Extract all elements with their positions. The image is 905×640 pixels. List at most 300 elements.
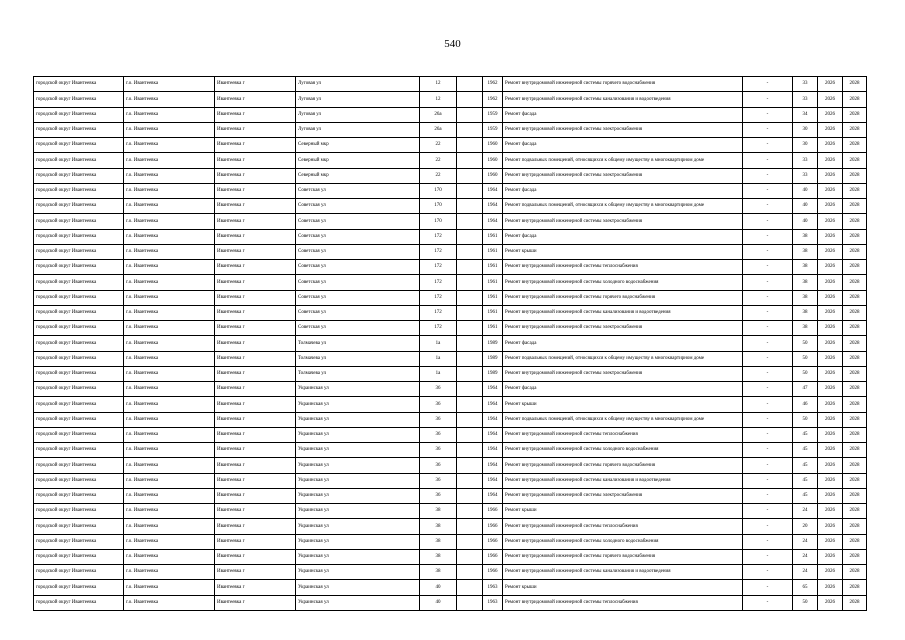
year-built-cell: 1964 xyxy=(483,183,503,198)
quantity-cell: 46 xyxy=(793,397,818,412)
year-start-cell: 2026 xyxy=(818,321,843,336)
year-end-cell: 2028 xyxy=(843,260,867,275)
year-end-cell: 2028 xyxy=(843,183,867,198)
quantity-cell: 50 xyxy=(793,412,818,427)
municipal-district-cell: городской округ Ивантеевка xyxy=(34,488,124,503)
house-number-cell: 170 xyxy=(420,183,457,198)
street-cell: Северный мкр xyxy=(296,168,420,183)
municipal-district-cell: городской округ Ивантеевка xyxy=(34,458,124,473)
building-cell xyxy=(457,427,483,442)
quantity-cell: 38 xyxy=(793,229,818,244)
work-type-cell: Ремонт крыши xyxy=(503,397,743,412)
repair-schedule-table xyxy=(33,76,867,611)
quantity-cell: 33 xyxy=(793,168,818,183)
municipal-district-cell: городской округ Ивантеевка xyxy=(34,504,124,519)
municipality-cell: г.о. Ивантеевка xyxy=(124,244,215,259)
work-type-cell: Ремонт подвальных помещений, относящихся к общему имуществу в многоквартирном доме xyxy=(503,199,743,214)
extra-cell: - xyxy=(743,458,793,473)
year-end-cell: 2028 xyxy=(843,458,867,473)
settlement-cell: Ивантеевка г xyxy=(215,244,296,259)
extra-cell: - xyxy=(743,305,793,320)
year-built-cell: 1966 xyxy=(483,549,503,564)
municipality-cell: г.о. Ивантеевка xyxy=(124,214,215,229)
table-row xyxy=(34,199,867,214)
table-row xyxy=(34,153,867,168)
settlement-cell: Ивантеевка г xyxy=(215,519,296,534)
extra-cell: - xyxy=(743,549,793,564)
house-number-cell: 22 xyxy=(420,153,457,168)
table-row xyxy=(34,427,867,442)
work-type-cell: Ремонт фасада xyxy=(503,382,743,397)
municipality-cell: г.о. Ивантеевка xyxy=(124,549,215,564)
year-start-cell: 2026 xyxy=(818,168,843,183)
year-end-cell: 2028 xyxy=(843,290,867,305)
quantity-cell: 47 xyxy=(793,382,818,397)
year-start-cell: 2026 xyxy=(818,458,843,473)
street-cell: Украинская ул xyxy=(296,580,420,595)
municipality-cell: г.о. Ивантеевка xyxy=(124,138,215,153)
municipal-district-cell: городской округ Ивантеевка xyxy=(34,92,124,107)
street-cell: Украинская ул xyxy=(296,382,420,397)
table-row xyxy=(34,488,867,503)
settlement-cell: Ивантеевка г xyxy=(215,473,296,488)
year-end-cell: 2028 xyxy=(843,199,867,214)
extra-cell: - xyxy=(743,199,793,214)
year-built-cell: 1964 xyxy=(483,473,503,488)
extra-cell: - xyxy=(743,77,793,92)
building-cell xyxy=(457,519,483,534)
extra-cell: - xyxy=(743,168,793,183)
year-start-cell: 2026 xyxy=(818,534,843,549)
street-cell: Украинская ул xyxy=(296,488,420,503)
work-type-cell: Ремонт фасада xyxy=(503,138,743,153)
extra-cell: - xyxy=(743,229,793,244)
year-end-cell: 2028 xyxy=(843,122,867,137)
quantity-cell: 38 xyxy=(793,244,818,259)
municipality-cell: г.о. Ивантеевка xyxy=(124,275,215,290)
extra-cell: - xyxy=(743,92,793,107)
quantity-cell: 40 xyxy=(793,214,818,229)
municipality-cell: г.о. Ивантеевка xyxy=(124,366,215,381)
extra-cell: - xyxy=(743,214,793,229)
street-cell: Украинская ул xyxy=(296,595,420,610)
street-cell: Толмачева ул xyxy=(296,366,420,381)
street-cell: Украинская ул xyxy=(296,519,420,534)
municipal-district-cell: городской округ Ивантеевка xyxy=(34,107,124,122)
year-end-cell: 2028 xyxy=(843,153,867,168)
year-end-cell: 2028 xyxy=(843,107,867,122)
quantity-cell: 20 xyxy=(793,519,818,534)
extra-cell: - xyxy=(743,107,793,122)
table-row xyxy=(34,504,867,519)
table-row xyxy=(34,565,867,580)
municipality-cell: г.о. Ивантеевка xyxy=(124,321,215,336)
house-number-cell: 170 xyxy=(420,214,457,229)
year-built-cell: 1964 xyxy=(483,427,503,442)
municipal-district-cell: городской округ Ивантеевка xyxy=(34,519,124,534)
street-cell: Луговая ул xyxy=(296,107,420,122)
extra-cell: - xyxy=(743,336,793,351)
settlement-cell: Ивантеевка г xyxy=(215,443,296,458)
year-end-cell: 2028 xyxy=(843,534,867,549)
table-body xyxy=(34,77,867,611)
year-end-cell: 2028 xyxy=(843,565,867,580)
building-cell xyxy=(457,321,483,336)
municipal-district-cell: городской округ Ивантеевка xyxy=(34,580,124,595)
municipality-cell: г.о. Ивантеевка xyxy=(124,519,215,534)
year-built-cell: 1964 xyxy=(483,397,503,412)
table-row xyxy=(34,92,867,107)
municipality-cell: г.о. Ивантеевка xyxy=(124,168,215,183)
municipality-cell: г.о. Ивантеевка xyxy=(124,427,215,442)
house-number-cell: 22 xyxy=(420,138,457,153)
street-cell: Украинская ул xyxy=(296,565,420,580)
building-cell xyxy=(457,229,483,244)
work-type-cell: Ремонт внутридомовой инженерной системы канализования и водоотведения xyxy=(503,473,743,488)
quantity-cell: 40 xyxy=(793,199,818,214)
municipal-district-cell: городской округ Ивантеевка xyxy=(34,183,124,198)
building-cell xyxy=(457,168,483,183)
work-type-cell: Ремонт внутридомовой инженерной системы электроснабжения xyxy=(503,122,743,137)
settlement-cell: Ивантеевка г xyxy=(215,214,296,229)
table-row xyxy=(34,138,867,153)
table-row xyxy=(34,519,867,534)
extra-cell: - xyxy=(743,321,793,336)
municipality-cell: г.о. Ивантеевка xyxy=(124,473,215,488)
quantity-cell: 50 xyxy=(793,351,818,366)
building-cell xyxy=(457,290,483,305)
house-number-cell: 36 xyxy=(420,443,457,458)
building-cell xyxy=(457,199,483,214)
work-type-cell: Ремонт подвальных помещений, относящихся к общему имуществу в многоквартирном доме xyxy=(503,153,743,168)
table-row xyxy=(34,595,867,610)
settlement-cell: Ивантеевка г xyxy=(215,336,296,351)
building-cell xyxy=(457,534,483,549)
municipal-district-cell: городской округ Ивантеевка xyxy=(34,412,124,427)
work-type-cell: Ремонт внутридомовой инженерной системы канализования и водоотведения xyxy=(503,92,743,107)
year-start-cell: 2026 xyxy=(818,427,843,442)
settlement-cell: Ивантеевка г xyxy=(215,321,296,336)
house-number-cell: 26а xyxy=(420,122,457,137)
building-cell xyxy=(457,473,483,488)
year-built-cell: 1960 xyxy=(483,138,503,153)
work-type-cell: Ремонт внутридомовой инженерной системы холодного водоснабжения xyxy=(503,534,743,549)
year-built-cell: 1963 xyxy=(483,580,503,595)
quantity-cell: 38 xyxy=(793,305,818,320)
house-number-cell: 172 xyxy=(420,244,457,259)
table-row xyxy=(34,351,867,366)
year-start-cell: 2026 xyxy=(818,122,843,137)
table-row xyxy=(34,107,867,122)
house-number-cell: 172 xyxy=(420,305,457,320)
work-type-cell: Ремонт внутридомовой инженерной системы теплоснабжения xyxy=(503,427,743,442)
municipality-cell: г.о. Ивантеевка xyxy=(124,92,215,107)
work-type-cell: Ремонт крыши xyxy=(503,504,743,519)
municipal-district-cell: городской округ Ивантеевка xyxy=(34,244,124,259)
building-cell xyxy=(457,565,483,580)
building-cell xyxy=(457,382,483,397)
table-row xyxy=(34,244,867,259)
work-type-cell: Ремонт внутридомовой инженерной системы холодного водоснабжения xyxy=(503,443,743,458)
table-row xyxy=(34,549,867,564)
house-number-cell: 26а xyxy=(420,107,457,122)
quantity-cell: 33 xyxy=(793,92,818,107)
year-built-cell: 1989 xyxy=(483,336,503,351)
quantity-cell: 38 xyxy=(793,260,818,275)
year-start-cell: 2026 xyxy=(818,214,843,229)
street-cell: Советская ул xyxy=(296,214,420,229)
house-number-cell: 172 xyxy=(420,290,457,305)
year-start-cell: 2026 xyxy=(818,366,843,381)
table-row xyxy=(34,290,867,305)
settlement-cell: Ивантеевка г xyxy=(215,504,296,519)
street-cell: Северный мкр xyxy=(296,153,420,168)
work-type-cell: Ремонт внутридомовой инженерной системы горячего водоснабжения xyxy=(503,77,743,92)
settlement-cell: Ивантеевка г xyxy=(215,488,296,503)
quantity-cell: 38 xyxy=(793,321,818,336)
municipality-cell: г.о. Ивантеевка xyxy=(124,229,215,244)
municipality-cell: г.о. Ивантеевка xyxy=(124,382,215,397)
street-cell: Советская ул xyxy=(296,290,420,305)
work-type-cell: Ремонт внутридомовой инженерной системы канализования и водоотведения xyxy=(503,565,743,580)
year-start-cell: 2026 xyxy=(818,107,843,122)
year-end-cell: 2028 xyxy=(843,397,867,412)
quantity-cell: 50 xyxy=(793,366,818,381)
settlement-cell: Ивантеевка г xyxy=(215,183,296,198)
building-cell xyxy=(457,214,483,229)
building-cell xyxy=(457,412,483,427)
year-built-cell: 1966 xyxy=(483,534,503,549)
settlement-cell: Ивантеевка г xyxy=(215,229,296,244)
extra-cell: - xyxy=(743,397,793,412)
municipality-cell: г.о. Ивантеевка xyxy=(124,351,215,366)
year-built-cell: 1964 xyxy=(483,458,503,473)
street-cell: Северный мкр xyxy=(296,138,420,153)
settlement-cell: Ивантеевка г xyxy=(215,595,296,610)
settlement-cell: Ивантеевка г xyxy=(215,382,296,397)
table-row xyxy=(34,336,867,351)
street-cell: Украинская ул xyxy=(296,427,420,442)
year-start-cell: 2026 xyxy=(818,244,843,259)
house-number-cell: 36 xyxy=(420,397,457,412)
street-cell: Луговая ул xyxy=(296,77,420,92)
street-cell: Луговая ул xyxy=(296,122,420,137)
extra-cell: - xyxy=(743,382,793,397)
settlement-cell: Ивантеевка г xyxy=(215,77,296,92)
building-cell xyxy=(457,549,483,564)
building-cell xyxy=(457,488,483,503)
municipality-cell: г.о. Ивантеевка xyxy=(124,305,215,320)
year-built-cell: 1960 xyxy=(483,153,503,168)
work-type-cell: Ремонт внутридомовой инженерной системы канализования и водоотведения xyxy=(503,305,743,320)
quantity-cell: 24 xyxy=(793,534,818,549)
year-built-cell: 1964 xyxy=(483,443,503,458)
year-start-cell: 2026 xyxy=(818,138,843,153)
year-built-cell: 1961 xyxy=(483,260,503,275)
quantity-cell: 24 xyxy=(793,504,818,519)
year-end-cell: 2028 xyxy=(843,519,867,534)
year-end-cell: 2028 xyxy=(843,214,867,229)
house-number-cell: 170 xyxy=(420,199,457,214)
table-row xyxy=(34,534,867,549)
extra-cell: - xyxy=(743,351,793,366)
table-row xyxy=(34,214,867,229)
house-number-cell: 12 xyxy=(420,77,457,92)
table-row xyxy=(34,458,867,473)
work-type-cell: Ремонт внутридомовой инженерной системы теплоснабжения xyxy=(503,260,743,275)
building-cell xyxy=(457,305,483,320)
year-end-cell: 2028 xyxy=(843,275,867,290)
year-start-cell: 2026 xyxy=(818,275,843,290)
year-built-cell: 1961 xyxy=(483,275,503,290)
year-start-cell: 2026 xyxy=(818,397,843,412)
municipality-cell: г.о. Ивантеевка xyxy=(124,260,215,275)
year-start-cell: 2026 xyxy=(818,305,843,320)
year-built-cell: 1961 xyxy=(483,229,503,244)
street-cell: Толмачева ул xyxy=(296,336,420,351)
building-cell xyxy=(457,580,483,595)
year-start-cell: 2026 xyxy=(818,92,843,107)
street-cell: Советская ул xyxy=(296,183,420,198)
building-cell xyxy=(457,336,483,351)
extra-cell: - xyxy=(743,290,793,305)
municipal-district-cell: городской округ Ивантеевка xyxy=(34,366,124,381)
extra-cell: - xyxy=(743,473,793,488)
settlement-cell: Ивантеевка г xyxy=(215,275,296,290)
house-number-cell: 172 xyxy=(420,275,457,290)
house-number-cell: 172 xyxy=(420,260,457,275)
settlement-cell: Ивантеевка г xyxy=(215,122,296,137)
municipal-district-cell: городской округ Ивантеевка xyxy=(34,275,124,290)
work-type-cell: Ремонт внутридомовой инженерной системы электроснабжения xyxy=(503,214,743,229)
municipality-cell: г.о. Ивантеевка xyxy=(124,290,215,305)
settlement-cell: Ивантеевка г xyxy=(215,199,296,214)
settlement-cell: Ивантеевка г xyxy=(215,138,296,153)
year-start-cell: 2026 xyxy=(818,77,843,92)
year-end-cell: 2028 xyxy=(843,77,867,92)
year-end-cell: 2028 xyxy=(843,412,867,427)
street-cell: Советская ул xyxy=(296,305,420,320)
year-end-cell: 2028 xyxy=(843,351,867,366)
table-row xyxy=(34,412,867,427)
work-type-cell: Ремонт внутридомовой инженерной системы горячего водоснабжения xyxy=(503,458,743,473)
municipal-district-cell: городской округ Ивантеевка xyxy=(34,397,124,412)
year-start-cell: 2026 xyxy=(818,260,843,275)
settlement-cell: Ивантеевка г xyxy=(215,534,296,549)
house-number-cell: 36 xyxy=(420,458,457,473)
extra-cell: - xyxy=(743,443,793,458)
street-cell: Украинская ул xyxy=(296,549,420,564)
municipal-district-cell: городской округ Ивантеевка xyxy=(34,168,124,183)
quantity-cell: 45 xyxy=(793,488,818,503)
extra-cell: - xyxy=(743,580,793,595)
municipal-district-cell: городской округ Ивантеевка xyxy=(34,427,124,442)
street-cell: Луговая ул xyxy=(296,92,420,107)
settlement-cell: Ивантеевка г xyxy=(215,427,296,442)
municipality-cell: г.о. Ивантеевка xyxy=(124,77,215,92)
year-end-cell: 2028 xyxy=(843,168,867,183)
municipality-cell: г.о. Ивантеевка xyxy=(124,580,215,595)
building-cell xyxy=(457,351,483,366)
year-start-cell: 2026 xyxy=(818,199,843,214)
table-row xyxy=(34,443,867,458)
municipality-cell: г.о. Ивантеевка xyxy=(124,595,215,610)
year-end-cell: 2028 xyxy=(843,138,867,153)
year-built-cell: 1961 xyxy=(483,290,503,305)
year-built-cell: 1961 xyxy=(483,305,503,320)
municipality-cell: г.о. Ивантеевка xyxy=(124,534,215,549)
building-cell xyxy=(457,260,483,275)
municipal-district-cell: городской округ Ивантеевка xyxy=(34,153,124,168)
house-number-cell: 38 xyxy=(420,549,457,564)
year-built-cell: 1959 xyxy=(483,122,503,137)
year-end-cell: 2028 xyxy=(843,229,867,244)
house-number-cell: 36 xyxy=(420,412,457,427)
extra-cell: - xyxy=(743,488,793,503)
municipal-district-cell: городской округ Ивантеевка xyxy=(34,534,124,549)
municipality-cell: г.о. Ивантеевка xyxy=(124,183,215,198)
quantity-cell: 45 xyxy=(793,458,818,473)
year-built-cell: 1963 xyxy=(483,595,503,610)
year-built-cell: 1966 xyxy=(483,565,503,580)
settlement-cell: Ивантеевка г xyxy=(215,153,296,168)
street-cell: Украинская ул xyxy=(296,412,420,427)
extra-cell: - xyxy=(743,122,793,137)
year-start-cell: 2026 xyxy=(818,153,843,168)
quantity-cell: 38 xyxy=(793,290,818,305)
year-end-cell: 2028 xyxy=(843,305,867,320)
year-built-cell: 1961 xyxy=(483,321,503,336)
street-cell: Украинская ул xyxy=(296,397,420,412)
settlement-cell: Ивантеевка г xyxy=(215,549,296,564)
year-start-cell: 2026 xyxy=(818,290,843,305)
street-cell: Советская ул xyxy=(296,260,420,275)
quantity-cell: 33 xyxy=(793,77,818,92)
table-row xyxy=(34,168,867,183)
municipal-district-cell: городской округ Ивантеевка xyxy=(34,305,124,320)
municipality-cell: г.о. Ивантеевка xyxy=(124,565,215,580)
year-built-cell: 1966 xyxy=(483,504,503,519)
quantity-cell: 65 xyxy=(793,580,818,595)
building-cell xyxy=(457,458,483,473)
house-number-cell: 38 xyxy=(420,504,457,519)
work-type-cell: Ремонт внутридомовой инженерной системы горячего водоснабжения xyxy=(503,549,743,564)
work-type-cell: Ремонт подвальных помещений, относящихся к общему имуществу в многоквартирном доме xyxy=(503,351,743,366)
building-cell xyxy=(457,504,483,519)
year-built-cell: 1989 xyxy=(483,366,503,381)
year-end-cell: 2028 xyxy=(843,427,867,442)
year-built-cell: 1962 xyxy=(483,92,503,107)
work-type-cell: Ремонт внутридомовой инженерной системы холодного водоснабжения xyxy=(503,275,743,290)
house-number-cell: 172 xyxy=(420,229,457,244)
extra-cell: - xyxy=(743,244,793,259)
municipality-cell: г.о. Ивантеевка xyxy=(124,107,215,122)
quantity-cell: 30 xyxy=(793,138,818,153)
extra-cell: - xyxy=(743,595,793,610)
extra-cell: - xyxy=(743,275,793,290)
quantity-cell: 34 xyxy=(793,107,818,122)
settlement-cell: Ивантеевка г xyxy=(215,168,296,183)
house-number-cell: 40 xyxy=(420,595,457,610)
settlement-cell: Ивантеевка г xyxy=(215,366,296,381)
municipal-district-cell: городской округ Ивантеевка xyxy=(34,122,124,137)
year-end-cell: 2028 xyxy=(843,382,867,397)
municipal-district-cell: городской округ Ивантеевка xyxy=(34,214,124,229)
settlement-cell: Ивантеевка г xyxy=(215,580,296,595)
municipal-district-cell: городской округ Ивантеевка xyxy=(34,77,124,92)
street-cell: Советская ул xyxy=(296,199,420,214)
year-start-cell: 2026 xyxy=(818,443,843,458)
